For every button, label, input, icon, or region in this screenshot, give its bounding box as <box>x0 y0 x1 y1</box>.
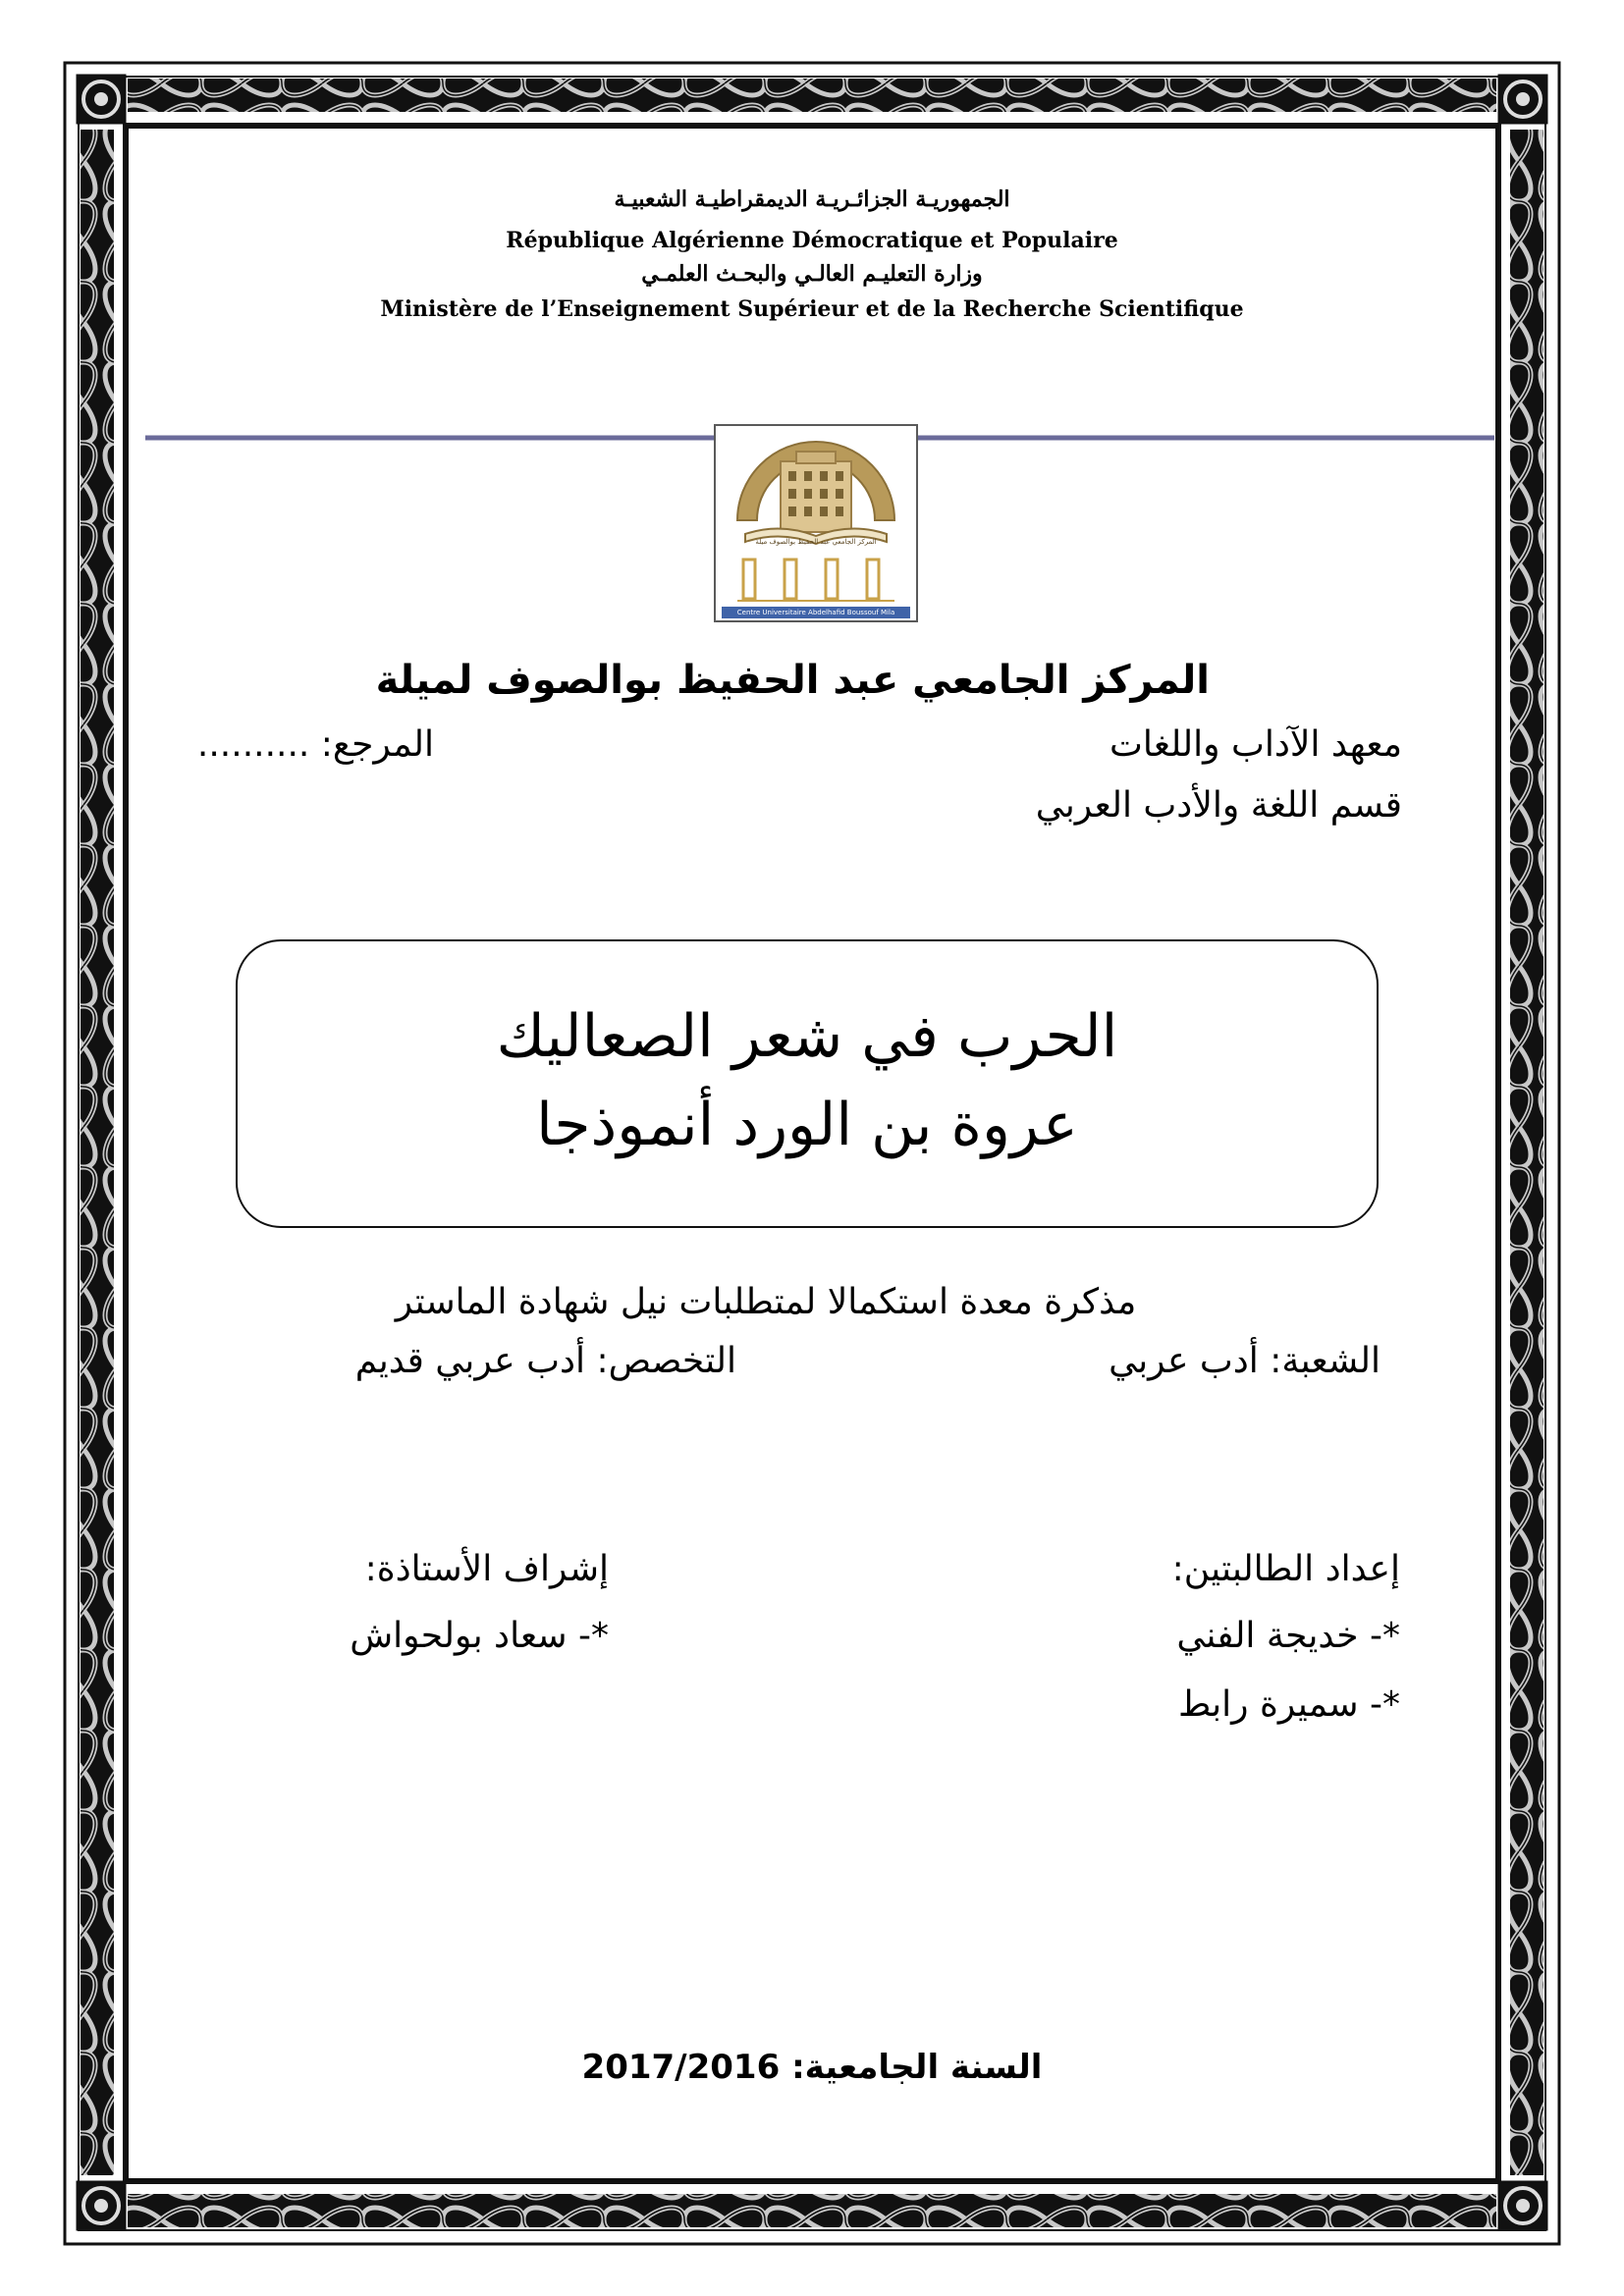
department-name: قسم اللغة والأدب العربي <box>1035 785 1402 826</box>
branch: الشعبة: أدب عربي <box>1109 1341 1380 1381</box>
ministry-name-french: Ministère de l’Enseignement Supérieur et de la Recherche Scientifique <box>380 296 1244 322</box>
thesis-title-line1: الحرب في شعر الصعاليك <box>496 1002 1118 1071</box>
republic-name-french: République Algérienne Démocratique et Populaire <box>506 228 1118 253</box>
corner-ornament-top-right <box>1498 75 1547 124</box>
student-name: *- خديجة الفني <box>1176 1616 1400 1656</box>
thesis-title-line2: عروة بن الورد أنموذجا <box>536 1091 1078 1159</box>
logo-arabic-banner: المركز الجامعي عبد الحفيظ بوالصوف ميلة <box>755 538 877 546</box>
students-heading: إعداد الطالبتين: <box>1171 1549 1400 1589</box>
degree-statement: مذكرة معدة استكمالا لمتطلبات نيل شهادة الماستر <box>395 1282 1137 1322</box>
specialty: التخصص: أدب عربي قديم <box>354 1341 736 1381</box>
university-logo-graphic <box>716 426 916 620</box>
republic-name-arabic: الجمهوريـة الجزائـريـة الديمقراطيـة الشعبيـة <box>614 187 1010 212</box>
supervisor-name: *- سعاد بولحواش <box>350 1616 609 1656</box>
center-name: المركز الجامعي عبد الحفيظ بوالصوف لميلة <box>375 658 1210 703</box>
institute-name: معهد الآداب واللغات <box>1110 724 1402 765</box>
supervisor-heading: إشراف الأستاذة: <box>364 1549 609 1589</box>
reference-number: المرجع: .......... <box>196 724 434 765</box>
academic-year: السنة الجامعية: 2017/2016 <box>581 2048 1043 2087</box>
logo-caption: Centre Universitaire Abdelhafid Boussouf Mila <box>722 607 910 618</box>
corner-ornament-bottom-left <box>77 2181 126 2230</box>
corner-ornament-top-left <box>77 75 126 124</box>
university-logo <box>714 424 918 622</box>
thesis-title-box <box>236 939 1379 1228</box>
student-name: *- سميرة رابط <box>1177 1684 1400 1725</box>
corner-ornament-bottom-right <box>1498 2181 1547 2230</box>
ministry-name-arabic: وزارة التعليـم العالـي والبحـث العلمـي <box>641 261 983 287</box>
